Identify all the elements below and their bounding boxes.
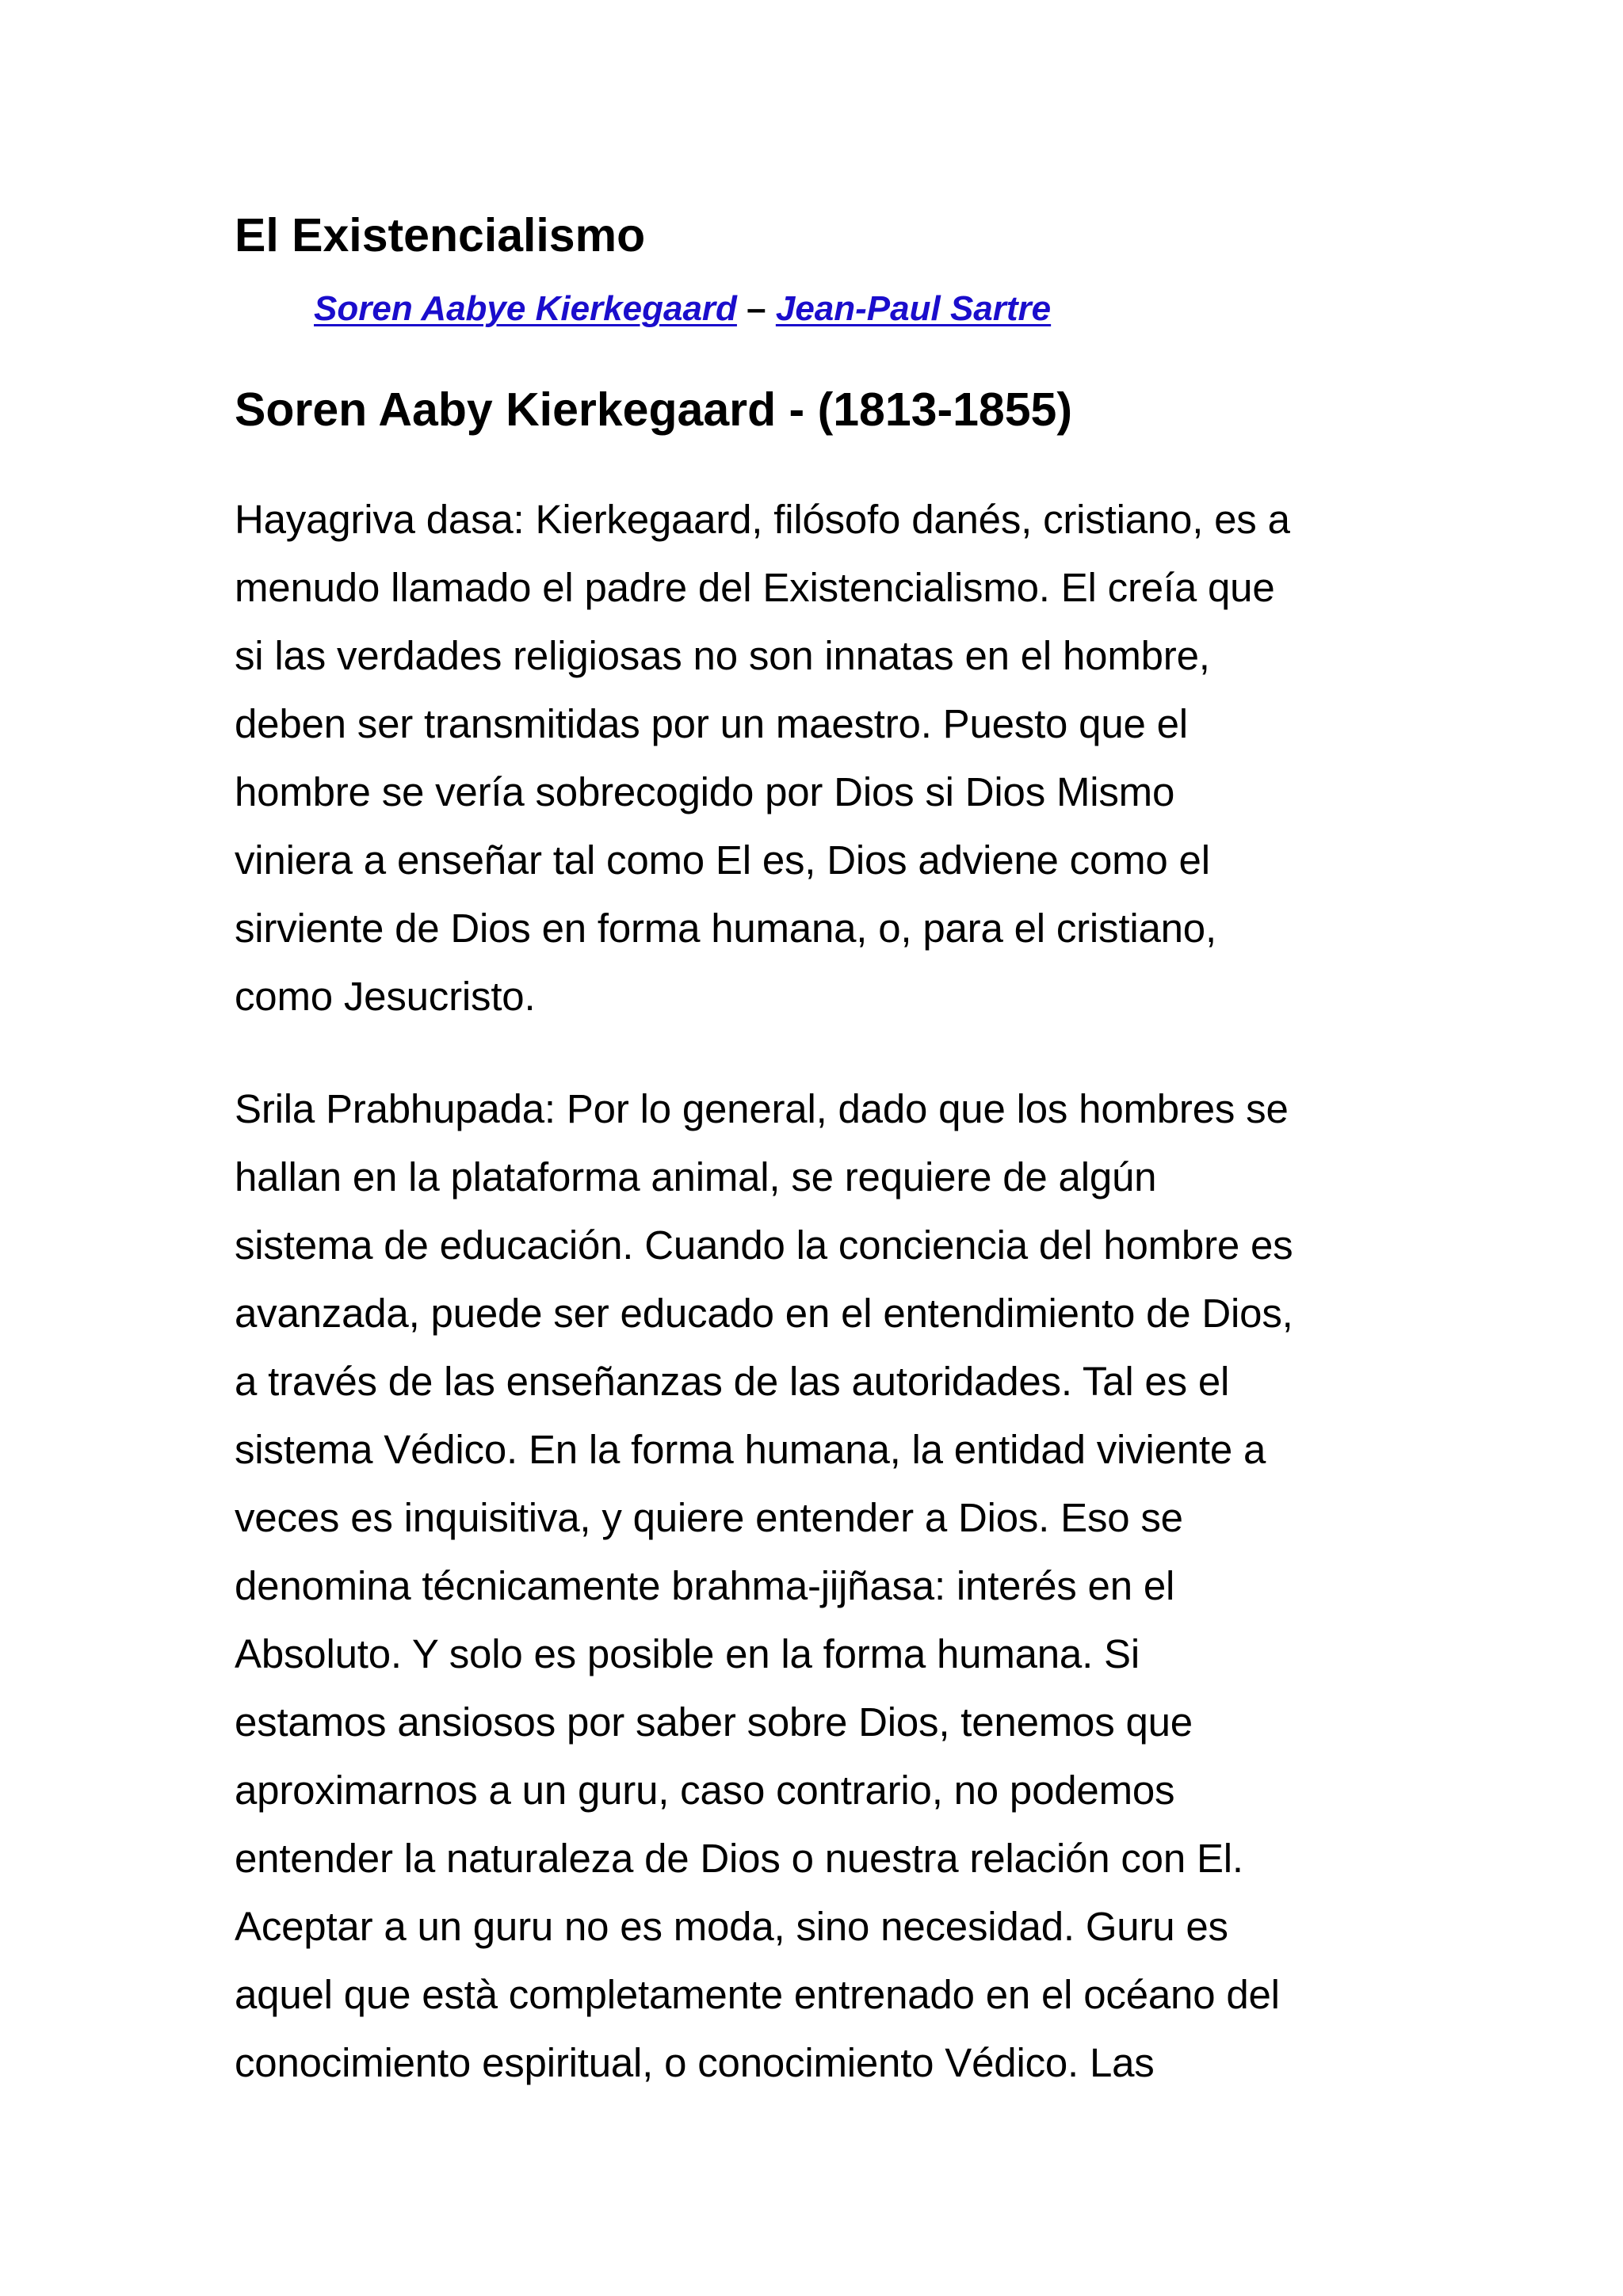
text-line: Aceptar a un guru no es moda, sino necesidad. Guru es	[235, 1904, 1228, 1949]
text-line: sistema Védico. En la forma humana, la entidad viviente a	[235, 1427, 1266, 1472]
section-heading: Soren Aaby Kierkegaard - (1813-1855)	[235, 383, 1073, 436]
text-line: Hayagriva dasa: Kierkegaard, filósofo danés, cristiano, es a	[235, 497, 1290, 542]
text-line: sirviente de Dios en forma humana, o, para el cristiano,	[235, 906, 1216, 951]
text-line: entender la naturaleza de Dios o nuestra relación con El.	[235, 1836, 1243, 1881]
text-line: Srila Prabhupada: Por lo general, dado que los hombres se	[235, 1086, 1289, 1131]
text-line: Absoluto. Y solo es posible en la forma humana. Si	[235, 1631, 1140, 1676]
author-nav-links	[314, 285, 1051, 333]
text-line: estamos ansiosos por saber sobre Dios, tenemos que	[235, 1699, 1193, 1745]
text-line: aproximarnos a un guru, caso contrario, no podemos	[235, 1768, 1175, 1813]
text-line: hallan en la plataforma animal, se requiere de algún	[235, 1154, 1157, 1199]
sartre-link[interactable]: Jean-Paul Sartre	[775, 289, 1052, 328]
text-line: deben ser transmitidas por un maestro. Puesto que el	[235, 701, 1188, 746]
text-line: veces es inquisitiva, y quiere entender a Dios. Eso se	[235, 1495, 1183, 1540]
text-line: como Jesucristo.	[235, 974, 536, 1019]
document-title: El Existencialismo	[235, 209, 646, 261]
text-line: aquel que està completamente entrenado en el océano del	[235, 1972, 1280, 2017]
paragraph-hayagriva	[235, 486, 1423, 1031]
kierkegaard-link[interactable]: Soren Aabye Kierkegaard	[314, 289, 737, 328]
text-line: sistema de educación. Cuando la conciencia del hombre es	[235, 1222, 1293, 1268]
text-line: viniera a enseñar tal como El es, Dios adviene como el	[235, 837, 1210, 883]
text-line: conocimiento espiritual, o conocimiento Védico. Las	[235, 2040, 1155, 2085]
text-line: hombre se vería sobrecogido por Dios si Dios Mismo	[235, 769, 1175, 814]
paragraph-prabhupada	[235, 1075, 1423, 2097]
text-line: a través de las enseñanzas de las autoridades. Tal es el	[235, 1359, 1230, 1404]
text-line: menudo llamado el padre del Existencialismo. El creía que	[235, 565, 1275, 610]
text-line: avanzada, puede ser educado en el entendimiento de Dios,	[235, 1291, 1293, 1336]
text-line: si las verdades religiosas no son innatas en el hombre,	[235, 633, 1210, 678]
text-line: denomina técnicamente brahma-jijñasa: interés en el	[235, 1563, 1175, 1608]
link-separator: –	[736, 289, 776, 328]
